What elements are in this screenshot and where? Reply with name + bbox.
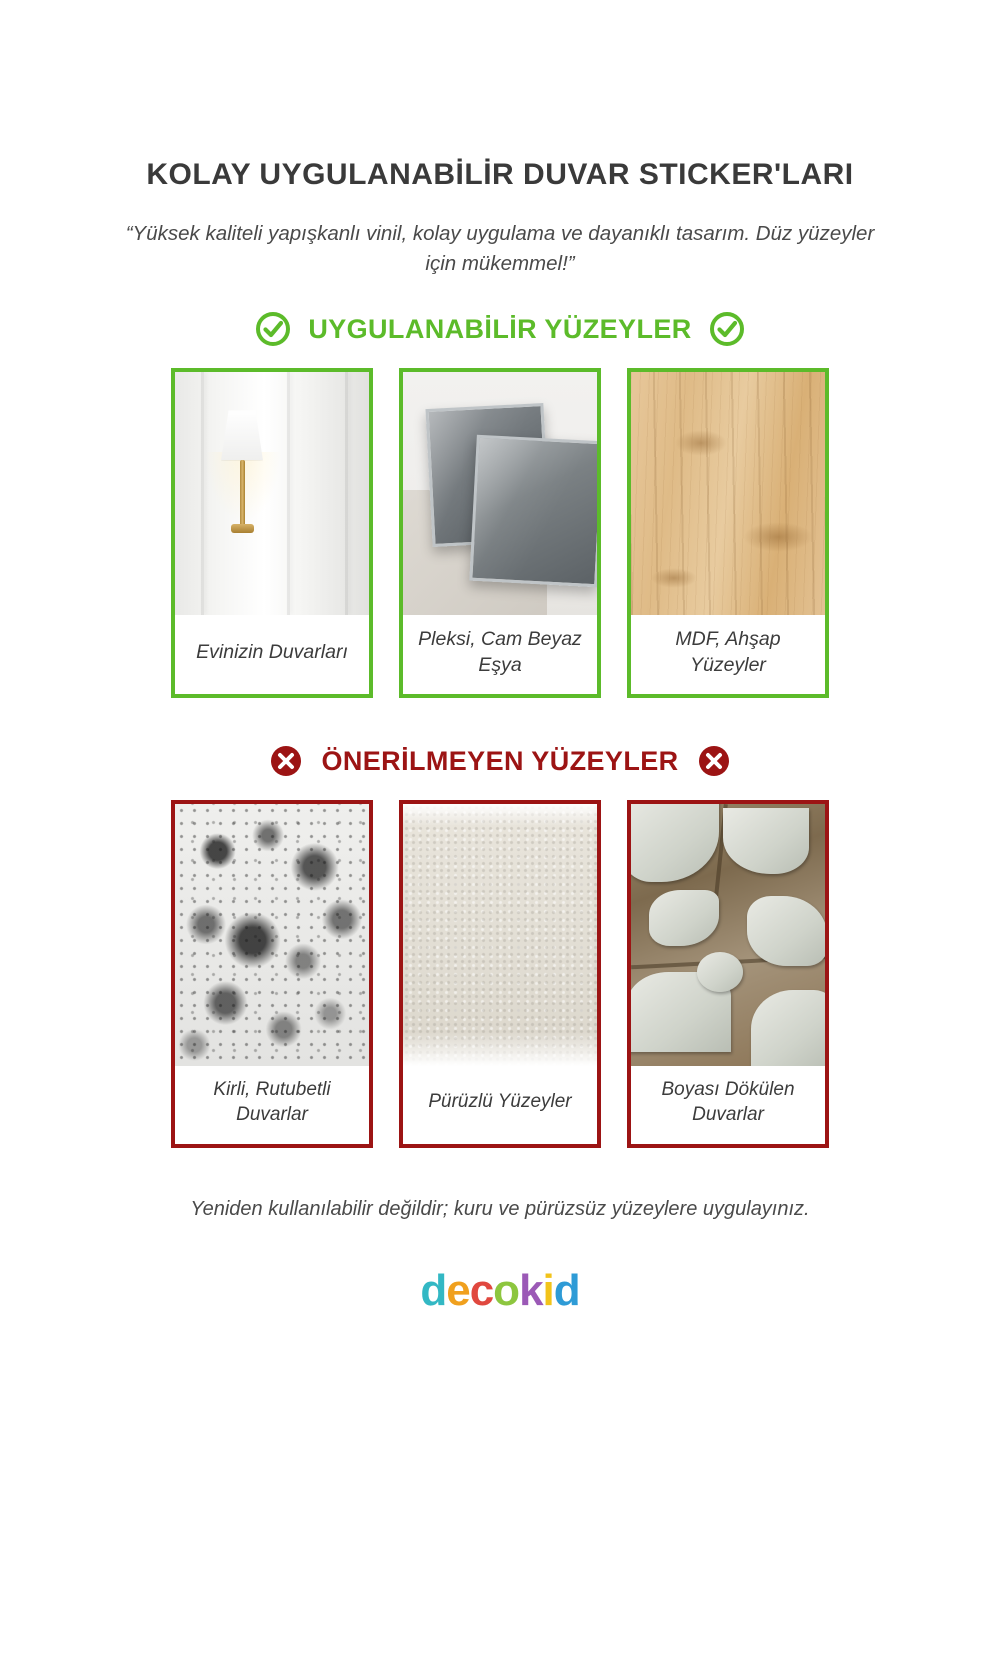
logo-letter-5: k: [519, 1265, 543, 1315]
surface-card-plexi-glass: [399, 368, 601, 698]
cross-circle-icon: [269, 744, 303, 778]
suitable-surfaces-grid: [0, 368, 1000, 698]
logo-letter-3: c: [469, 1265, 494, 1315]
surface-card-caption: Kirli, Rutubetli Duvarlar: [213, 1079, 331, 1125]
section-header-suitable: [0, 312, 1000, 346]
logo-letter-7: d: [553, 1265, 580, 1315]
check-circle-icon: [256, 312, 290, 346]
not-recommended-surfaces-grid: [0, 800, 1000, 1147]
logo-letter-2: e: [446, 1265, 470, 1315]
infographic-page: [0, 158, 1000, 1658]
surface-card-caption: MDF, Ahşap Yüzeyler: [675, 628, 781, 676]
section-title-suitable: UYGULANABİLİR YÜZEYLER: [308, 313, 692, 344]
logo-letter-1: d: [420, 1265, 447, 1315]
peeling-paint-wall-photo: [631, 804, 825, 1066]
glass-plexi-panels-photo: [403, 372, 597, 615]
logo-letter-4: o: [493, 1265, 520, 1315]
surface-card-caption: Pleksi, Cam Beyaz Eşya: [418, 628, 582, 676]
page-subtitle: “Yüksek kaliteli yapışkanlı vinil, kolay uygulama ve dayanıklı tasarım. Düz yüzeyler için mükemmel!”: [125, 222, 875, 275]
cross-circle-icon: [697, 744, 731, 778]
section-title-not-recommended: ÖNERİLMEYEN YÜZEYLER: [321, 745, 679, 776]
section-header-not-recommended: [0, 744, 1000, 778]
surface-card-damp-walls: [171, 800, 373, 1147]
footer-note: Yeniden kullanılabilir değildir; kuru ve pürüzsüz yüzeylere uygulayınız.: [190, 1197, 810, 1220]
surface-card-home-walls: [171, 368, 373, 698]
surface-card-peeling-paint: [627, 800, 829, 1147]
painted-wall-with-sconce-photo: [175, 372, 369, 615]
surface-card-rough-surfaces: [399, 800, 601, 1147]
logo-letter-6: i: [542, 1265, 554, 1315]
brand-logo: [0, 1265, 1000, 1315]
check-circle-icon: [710, 312, 744, 346]
rough-stucco-surface-photo: [403, 804, 597, 1066]
surface-card-mdf-wood: [627, 368, 829, 698]
surface-card-caption: Boyası Dökülen Duvarlar: [661, 1079, 795, 1125]
surface-card-caption: Pürüzlü Yüzeyler: [428, 1091, 572, 1113]
mold-damp-wall-photo: [175, 804, 369, 1066]
page-title: KOLAY UYGULANABİLİR DUVAR STICKER'LARI: [146, 158, 854, 191]
wood-grain-surface-photo: [631, 372, 825, 615]
surface-card-caption: Evinizin Duvarları: [196, 641, 348, 664]
